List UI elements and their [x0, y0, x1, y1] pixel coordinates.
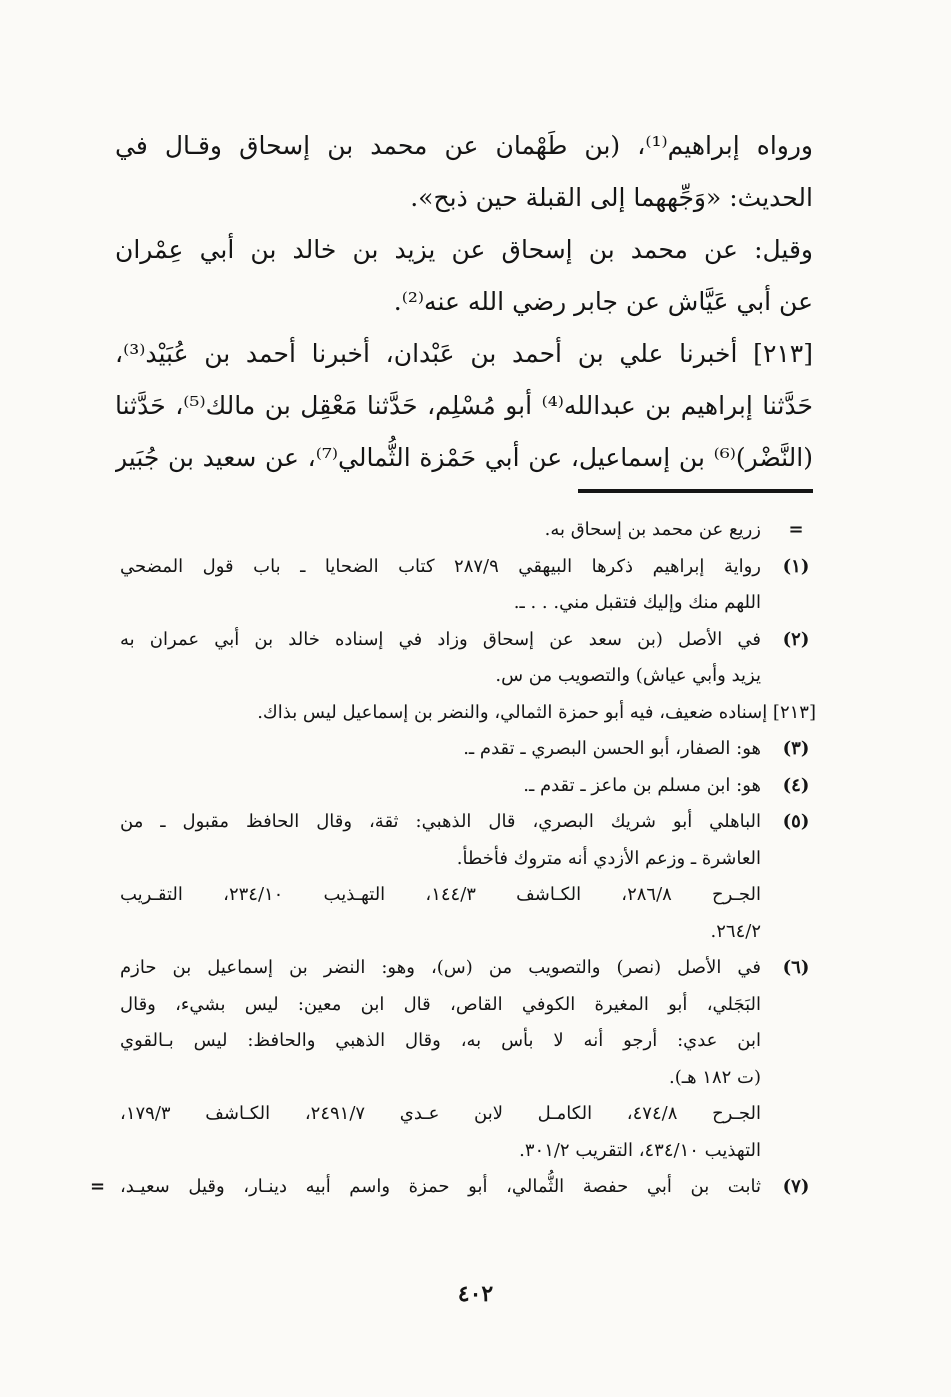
footnote-line [120, 841, 816, 878]
footnote-line [120, 1060, 816, 1097]
footnote-line [120, 658, 816, 695]
footnote-line [120, 622, 816, 659]
footnote-separator [578, 489, 813, 493]
footnote-text: اللهم منك وإليك فتقبل مني. . . ـ. [513, 592, 761, 613]
footnote-number: (٢) [782, 628, 810, 650]
footnote-number: (٧) [782, 1176, 810, 1197]
footnote-number: (٥) [782, 811, 810, 832]
footnote-line [120, 549, 816, 586]
footnote-text: هو: الصفار، أبو الحسن البصري ـ تقدم ـ. [463, 738, 761, 759]
footnote-line [120, 731, 816, 768]
footnote-text: يزيد وأبي عياش) والتصويب من س. [495, 665, 761, 686]
footnote-line [120, 950, 816, 987]
footnotes [90, 512, 816, 1206]
footnote-text: العاشرة ـ وزعم الأزدي أنه متروك فأخطأ. [456, 847, 761, 869]
footnote-text: ٢٦٤/٢. [710, 920, 761, 942]
footnote-text: في الأصل (بن سعد عن إسحاق وزاد في إسناده خالد بن أبي عمران به [120, 628, 761, 650]
main-text-line: [٢١٣] أخبرنا علي بن أحمد بن عَبْدان، أخبرنا أحمد بن عُبَيْد⁽³⁾، [115, 339, 813, 368]
continuation-marker: = [90, 1176, 106, 1197]
footnote-text: هو: ابن مسلم بن ماعز ـ تقدم ـ. [523, 774, 761, 796]
main-text [115, 122, 813, 486]
footnote-line [120, 914, 816, 951]
footnote-line [120, 1023, 816, 1060]
main-text-line: الحديث: «وَجِّههما إلى القبلة حين ذبح». [410, 183, 813, 212]
footnote-line [120, 987, 816, 1024]
footnote-line [120, 768, 816, 805]
main-text-line: وقيل: عن محمد بن إسحاق عن يزيد بن خالد بن أبي عِمْران [115, 235, 813, 264]
page-number: ٤٠٢ [457, 1281, 494, 1307]
footnote-line [120, 1133, 816, 1170]
footnote-text: ثابت بن أبي حفصة الثُّمالي، أبو حمزة واسم أبيه دينـار، وقيل سعيـد، [120, 1176, 761, 1197]
main-text-line: ورواه إبراهيم⁽¹⁾، (بن طَهْمان عن محمد بن إسحاق وقـال في [115, 131, 813, 160]
footnote-text: زريع عن محمد بن إسحاق به. [544, 519, 761, 540]
main-text-line: عن أبي عَيَّاش عن جابر رضي الله عنه⁽²⁾. [393, 287, 813, 316]
footnote-text: البَجَلي، أبو المغيرة الكوفي القاص، قال ابن معين: ليس بشيء، وقال [120, 993, 761, 1015]
footnote-line [120, 804, 816, 841]
footnote-number: = [788, 519, 804, 540]
footnote-number: (١) [782, 555, 810, 577]
footnote-line [120, 1096, 816, 1133]
footnote-text: الباهلي أبو شريك البصري، قال الذهبي: ثقة، وقال الحافظ مقبول ـ من [120, 811, 761, 832]
main-text-line: (النَّضْر)⁽⁶⁾ بن إسماعيل، عن أبي حَمْزة الثُّمالي⁽⁷⁾، عن سعيد بن جُبَير [115, 443, 813, 472]
footnote-line [120, 695, 816, 732]
footnote-line [120, 585, 816, 622]
footnote-text: الجـرح ٢٨٦/٨، الكـاشف ١٤٤/٣، التهـذيب ٢٣٤/١٠، التقـريب [120, 884, 761, 905]
footnote-number: (٦) [782, 957, 810, 978]
footnote-line [120, 877, 816, 914]
footnote-text: [٢١٣] إسناده ضعيف، فيه أبو حمزة الثمالي، والنضر بن إسماعيل ليس بذاك. [257, 701, 816, 723]
footnote-line [120, 512, 816, 549]
footnote-text: الجـرح ٤٧٤/٨، الكامـل لابن عـدي ٢٤٩١/٧، الكـاشف ١٧٩/٣، [120, 1103, 761, 1124]
footnote-text: (ت ١٨٢ هـ). [669, 1066, 761, 1088]
footnote-text: رواية إبراهيم ذكرها البيهقي ٢٨٧/٩ كتاب الضحايا ـ باب قول المضحي [120, 555, 761, 577]
footnote-number: (٣) [782, 738, 810, 759]
footnote-line [90, 1169, 816, 1206]
main-text-line: حَدَّثنا إبراهيم بن عبدالله⁽⁴⁾ أبو مُسْلِم، حَدَّثنا مَعْقِل بن مالك⁽⁵⁾، حَدَّثنا [115, 391, 813, 420]
footnote-text: في الأصل (نصر) والتصويب من (س)، وهو: النضر بن إسماعيل بن حازم [120, 957, 761, 978]
footnote-text: التهذيب ٤٣٤/١٠، التقريب ٣٠١/٢. [519, 1139, 761, 1161]
footnote-text: ابن عدي: أرجو أنه لا بأس به، وقال الذهبي والحافظ: ليس بـالقوي [120, 1030, 761, 1051]
footnote-number: (٤) [782, 774, 810, 796]
